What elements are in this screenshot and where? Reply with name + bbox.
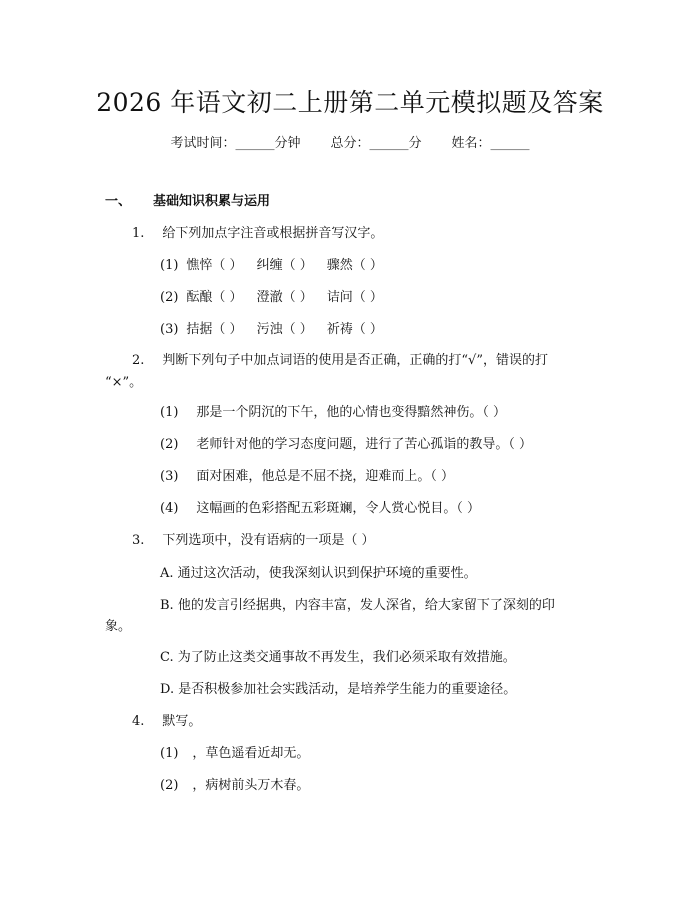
section-1-title: 基础知识积累与运用 <box>153 194 271 209</box>
q3-option-b-line-2: 象。 <box>105 619 132 634</box>
question-2-prompt-line-1: 判断下列句子中加点词语的使用是否正确，正确的打“√”，错误的打 <box>162 353 548 368</box>
total-score-field: 总分：______分 <box>330 136 422 151</box>
q1-row-1 <box>160 257 383 275</box>
question-3-prompt: 下列选项中，没有语病的一项是（ ） <box>162 533 375 548</box>
q2-item-2-index: (2) <box>160 437 179 452</box>
question-1-prompt: 给下列加点字注音或根据拼音写汉字。 <box>162 226 384 241</box>
q2-item-2 <box>160 436 532 454</box>
q1-row-1-index: (1) <box>160 258 179 273</box>
q2-item-3 <box>160 468 454 486</box>
q3-option-c: C. 为了防止这类交通事故不再发生，我们必须采取有效措施。 <box>160 650 516 665</box>
q1-row-3-word-3: 祈祷（ ） <box>326 322 383 337</box>
q1-row-2-word-1: 酝酿（ ） <box>186 290 243 305</box>
exam-meta-line <box>0 132 700 151</box>
q1-row-2-index: (2) <box>160 290 179 305</box>
question-1-number: 1. <box>132 226 145 241</box>
question-2-prompt-line-2: “×”。 <box>105 375 143 390</box>
q1-row-1-word-3: 骤然（ ） <box>326 258 383 273</box>
q2-item-3-index: (3) <box>160 469 179 484</box>
question-2-number: 2. <box>132 353 145 368</box>
name-field: 姓名：______ <box>451 136 530 151</box>
q4-item-1-index: (1) <box>160 746 179 761</box>
page-title: 2026 年语文初二上册第二单元模拟题及答案 <box>96 88 604 117</box>
q2-item-2-text: 老师针对他的学习态度问题，进行了苦心孤诣的教导。（ ） <box>196 437 533 452</box>
question-3 <box>132 532 375 550</box>
q2-item-1 <box>160 404 506 422</box>
q1-row-2-word-2: 澄澈（ ） <box>256 290 313 305</box>
section-1-label: 一、 <box>105 194 132 209</box>
q3-option-a: A. 通过这次活动，使我深刻认识到保护环境的重要性。 <box>160 566 477 581</box>
q1-row-2 <box>160 289 383 307</box>
question-3-number: 3. <box>132 533 145 548</box>
q3-option-b-line-1: B. 他的发言引经据典，内容丰富，发人深省，给大家留下了深刻的印 <box>160 598 555 613</box>
q4-item-2 <box>160 777 309 795</box>
q2-item-3-text: 面对困难，他总是不屈不挠，迎难而上。（ ） <box>196 469 455 484</box>
q1-row-3 <box>160 321 383 339</box>
q4-item-2-text: ，病树前头万木春。 <box>192 778 310 793</box>
q1-row-1-word-1: 憔悴（ ） <box>186 258 243 273</box>
q2-item-4-text: 这幅画的色彩搭配五彩斑斓，令人赏心悦目。（ ） <box>196 501 481 516</box>
q4-item-1 <box>160 745 309 763</box>
question-4 <box>132 713 201 731</box>
q2-item-4-index: (4) <box>160 501 179 516</box>
q1-row-2-word-3: 诘问（ ） <box>326 290 383 305</box>
section-1-header <box>105 193 270 211</box>
question-1 <box>132 225 383 243</box>
q1-row-3-word-1: 拮据（ ） <box>186 322 243 337</box>
q3-option-d: D. 是否积极参加社会实践活动，是培养学生能力的重要途径。 <box>160 682 517 697</box>
question-4-prompt: 默写。 <box>162 714 202 729</box>
q2-item-1-index: (1) <box>160 405 179 420</box>
q2-item-4 <box>160 500 480 518</box>
question-2 <box>132 352 548 370</box>
q1-row-1-word-2: 纠缠（ ） <box>256 258 313 273</box>
q2-item-1-text: 那是一个阴沉的下午，他的心情也变得黯然神伤。（ ） <box>196 405 507 420</box>
question-4-number: 4. <box>132 714 145 729</box>
q4-item-2-index: (2) <box>160 778 179 793</box>
q1-row-3-index: (3) <box>160 322 179 337</box>
q1-row-3-word-2: 污浊（ ） <box>256 322 313 337</box>
exam-time-field: 考试时间：______分钟 <box>170 136 301 151</box>
q4-item-1-text: ，草色遥看近却无。 <box>192 746 310 761</box>
